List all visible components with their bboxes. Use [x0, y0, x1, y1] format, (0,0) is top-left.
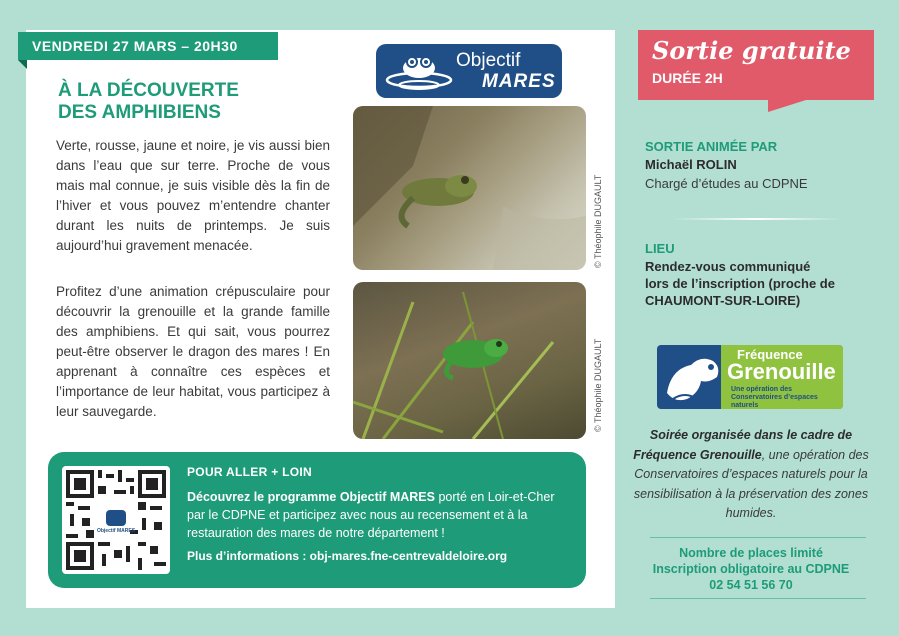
more-text [187, 488, 575, 542]
lieu-detail: Rendez-vous communiqué lors de l’inscription (proche de CHAUMONT-SUR-LOIRE) [645, 259, 835, 308]
date-banner: VENDREDI 27 MARS – 20H30 [18, 32, 278, 60]
logo-line-1: Objectif [456, 50, 521, 71]
fg-line-3: Une opération des Conservatoires d’espaces naturels [731, 386, 818, 409]
animateur-name: Michaël ROLIN [645, 157, 737, 172]
photo-green-frog [353, 106, 586, 270]
divider-bottom [650, 598, 866, 599]
soiree-text [626, 426, 876, 524]
description-paragraph: Profitez d’une animation crépusculaire pour découvrir la grenouille et la grande famille des amphibiens. Et qui sait, vous pourrez peut-être observer le dragon des mares ! En apprenant à connaître ces espèces et l’importance de leur habitat, vous participez à leur sauvegarde. [56, 284, 330, 419]
title-line-2: DES AMPHIBIENS [58, 102, 221, 123]
fg-line-1: Fréquence [737, 347, 803, 362]
soiree-rest: , une opération des Conservatoires d’espaces naturels pour la sensibilisation à la préservation des zones humides. [633, 447, 869, 520]
soiree-bold: Fréquence Grenouille [633, 447, 762, 462]
qr-code-icon [66, 470, 166, 570]
animateur-role: Chargé d’études au CDPNE [645, 176, 808, 191]
free-outing-title: Sortie gratuite [652, 36, 851, 65]
frog-icon [384, 50, 454, 92]
qr-code[interactable] [62, 466, 170, 574]
page-title [58, 80, 318, 124]
more-text-bold: Découvrez le programme Objectif MARES [187, 490, 435, 504]
phone-number[interactable]: 02 54 51 56 70 [709, 578, 793, 592]
more-text-rest: porté en Loir-et-Cher par le CDPNE et participez avec nous au recensement et à la restauration des mares de notre département ! [187, 490, 555, 540]
divider [672, 218, 842, 220]
date-banner-fold [18, 60, 27, 69]
inscription-required: Inscription obligatoire au CDPNE [652, 562, 850, 576]
animateur-label: SORTIE ANIMÉE PAR [645, 139, 778, 154]
divider-top [650, 537, 866, 538]
soiree-intro: Soirée organisée dans le cadre de [649, 428, 853, 442]
lieu-label: LIEU [645, 241, 675, 256]
frequence-grenouille-logo [657, 345, 843, 409]
photo-credit-1: © Théophile DUGAULT [593, 174, 603, 268]
logo-line-2: MARES [482, 71, 556, 92]
intro-paragraph: Verte, rousse, jaune et noire, je vis aussi bien dans l’eau que sur terre. Proche de vous mais mal connue, je suis visible dès la fin de l’hiver et vous pouvez m’entendre chanter durant les nuits de printemps. Je suis aujourd’hui gravement menacée. [56, 138, 330, 253]
photo-credit-2: © Théophile DUGAULT [593, 338, 603, 432]
photo-tree-frog [353, 282, 586, 439]
more-heading: POUR ALLER + LOIN [187, 465, 312, 479]
inscription-info [626, 545, 876, 593]
more-info-link[interactable]: Plus d’informations : obj-mares.fne-centrevaldeloire.org [187, 549, 508, 563]
places-limited: Nombre de places limité [679, 546, 823, 560]
banner-tail [768, 100, 806, 112]
frog-illustration [353, 106, 586, 270]
title-line-1: À LA DÉCOUVERTE [58, 80, 239, 101]
fg-line-2: Grenouille [727, 359, 836, 384]
duration-label: DURÉE 2H [652, 70, 723, 86]
tree-frog-illustration [353, 282, 586, 439]
qr-caption: Objectif MARES [96, 528, 136, 534]
frog-silhouette-icon [661, 349, 727, 407]
objectif-mares-logo [376, 44, 562, 98]
